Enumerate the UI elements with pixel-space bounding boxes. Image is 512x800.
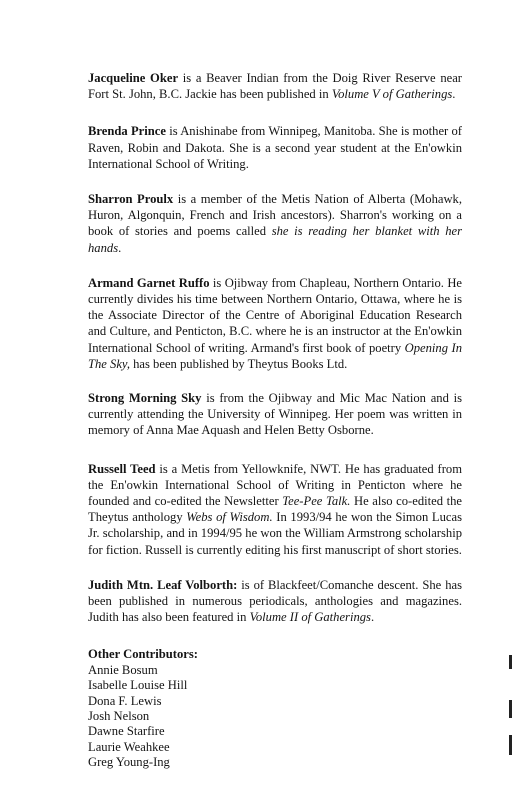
bio-text: is a member of the Metis Nation of Alberta (Mohawk, Huron, Algonquin, French and Irish ancestors). Sharron's working on a book of stories and poems called (88, 192, 463, 239)
bio-name: Strong Morning Sky (88, 391, 202, 406)
other-contributors-section (88, 646, 462, 770)
list-item: Dona F. Lewis (88, 693, 162, 708)
bio-name: Brenda Prince (88, 124, 166, 139)
bio-sharron-proulx (88, 191, 462, 256)
bio-text: In 1993/94 he won the Simon Lucas Jr. scholarship, and in 1994/95 he won the William Armstrong scholarship for fiction. Russell is currently editing his first manuscript of short stories. (88, 510, 462, 557)
list-item: Greg Young-Ing (88, 755, 170, 770)
bio-judith-mtn-leaf-volborth (88, 577, 462, 626)
list-item: Isabelle Louise Hill (88, 678, 188, 693)
bio-italic-title: she is reading her blanket with her hands (88, 224, 462, 255)
bio-italic-title: Volume V of Gatherings (331, 87, 453, 102)
bio-text: is a Metis from Yellowknife, NWT. He has graduated from the En'owkin International School of Writing in Penticton where he founded and co-edited the Newsletter (88, 461, 463, 509)
bio-italic-title: Tee-Pee Talk. (282, 494, 351, 509)
bio-text: He also co-edited the Theytus anthology (88, 494, 463, 525)
bio-name: Russell Teed (88, 461, 156, 476)
bio-name: Judith Mtn. Leaf Volborth: (88, 577, 238, 592)
bio-text: . (370, 610, 375, 625)
bio-italic-title: Webs of Wisdom. (186, 510, 273, 525)
bio-name: Jacqueline Oker (88, 71, 179, 85)
bio-russell-teed (88, 461, 462, 558)
bio-text: is of Blackfeet/Comanche descent. She has been published in numerous periodicals, anthologies and magazines. Judith has also been featured in (88, 577, 462, 625)
other-contributors-list (88, 663, 462, 771)
list-item: Dawne Starfire (88, 724, 165, 739)
bio-text: . (118, 240, 122, 255)
list-item: Annie Bosum (88, 662, 158, 677)
bio-italic-title: Opening In The Sky, (88, 340, 462, 371)
bio-jacqueline-oker (88, 70, 462, 102)
bio-text: is Anishinabe from Winnipeg, Manitoba. She is mother of Raven, Robin and Dakota. She is a second year student at the En'owkin International School of Writing. (88, 124, 463, 171)
bio-text: . (452, 87, 456, 102)
other-contributors-heading: Other Contributors: (88, 647, 198, 662)
bio-text: is Ojibway from Chapleau, Northern Ontario. He currently divides his time between Northern Ontario, Ottawa, where he is the Associate Director of the Centre of Aboriginal Education Research and Culture, and Penticton, B.C. where he is an instructor at the En'owkin International School of writing. Armand's first book of poetry (88, 275, 463, 355)
bio-name: Armand Garnet Ruffo (88, 275, 210, 290)
contributors-page (88, 70, 462, 771)
bio-armand-garnet-ruffo (88, 275, 462, 372)
bio-text: is from the Ojibway and Mic Mac Nation and is currently attending the University of Winnipeg. Her poem was written in memory of Anna Mae Aquash and Helen Betty Osborne. (88, 391, 463, 438)
bio-italic-title: Volume II of Gatherings (249, 610, 371, 625)
bio-text: has been published by Theytus Books Ltd. (129, 356, 348, 371)
bio-text: is a Beaver Indian from the Doig River Reserve near Fort St. John, B.C. Jackie has been published in (88, 71, 462, 102)
list-item: Josh Nelson (88, 708, 150, 723)
bio-brenda-prince (88, 123, 462, 172)
bio-name: Sharron Proulx (88, 192, 174, 207)
bio-strong-morning-sky (88, 390, 462, 439)
list-item: Laurie Weahkee (88, 739, 170, 754)
